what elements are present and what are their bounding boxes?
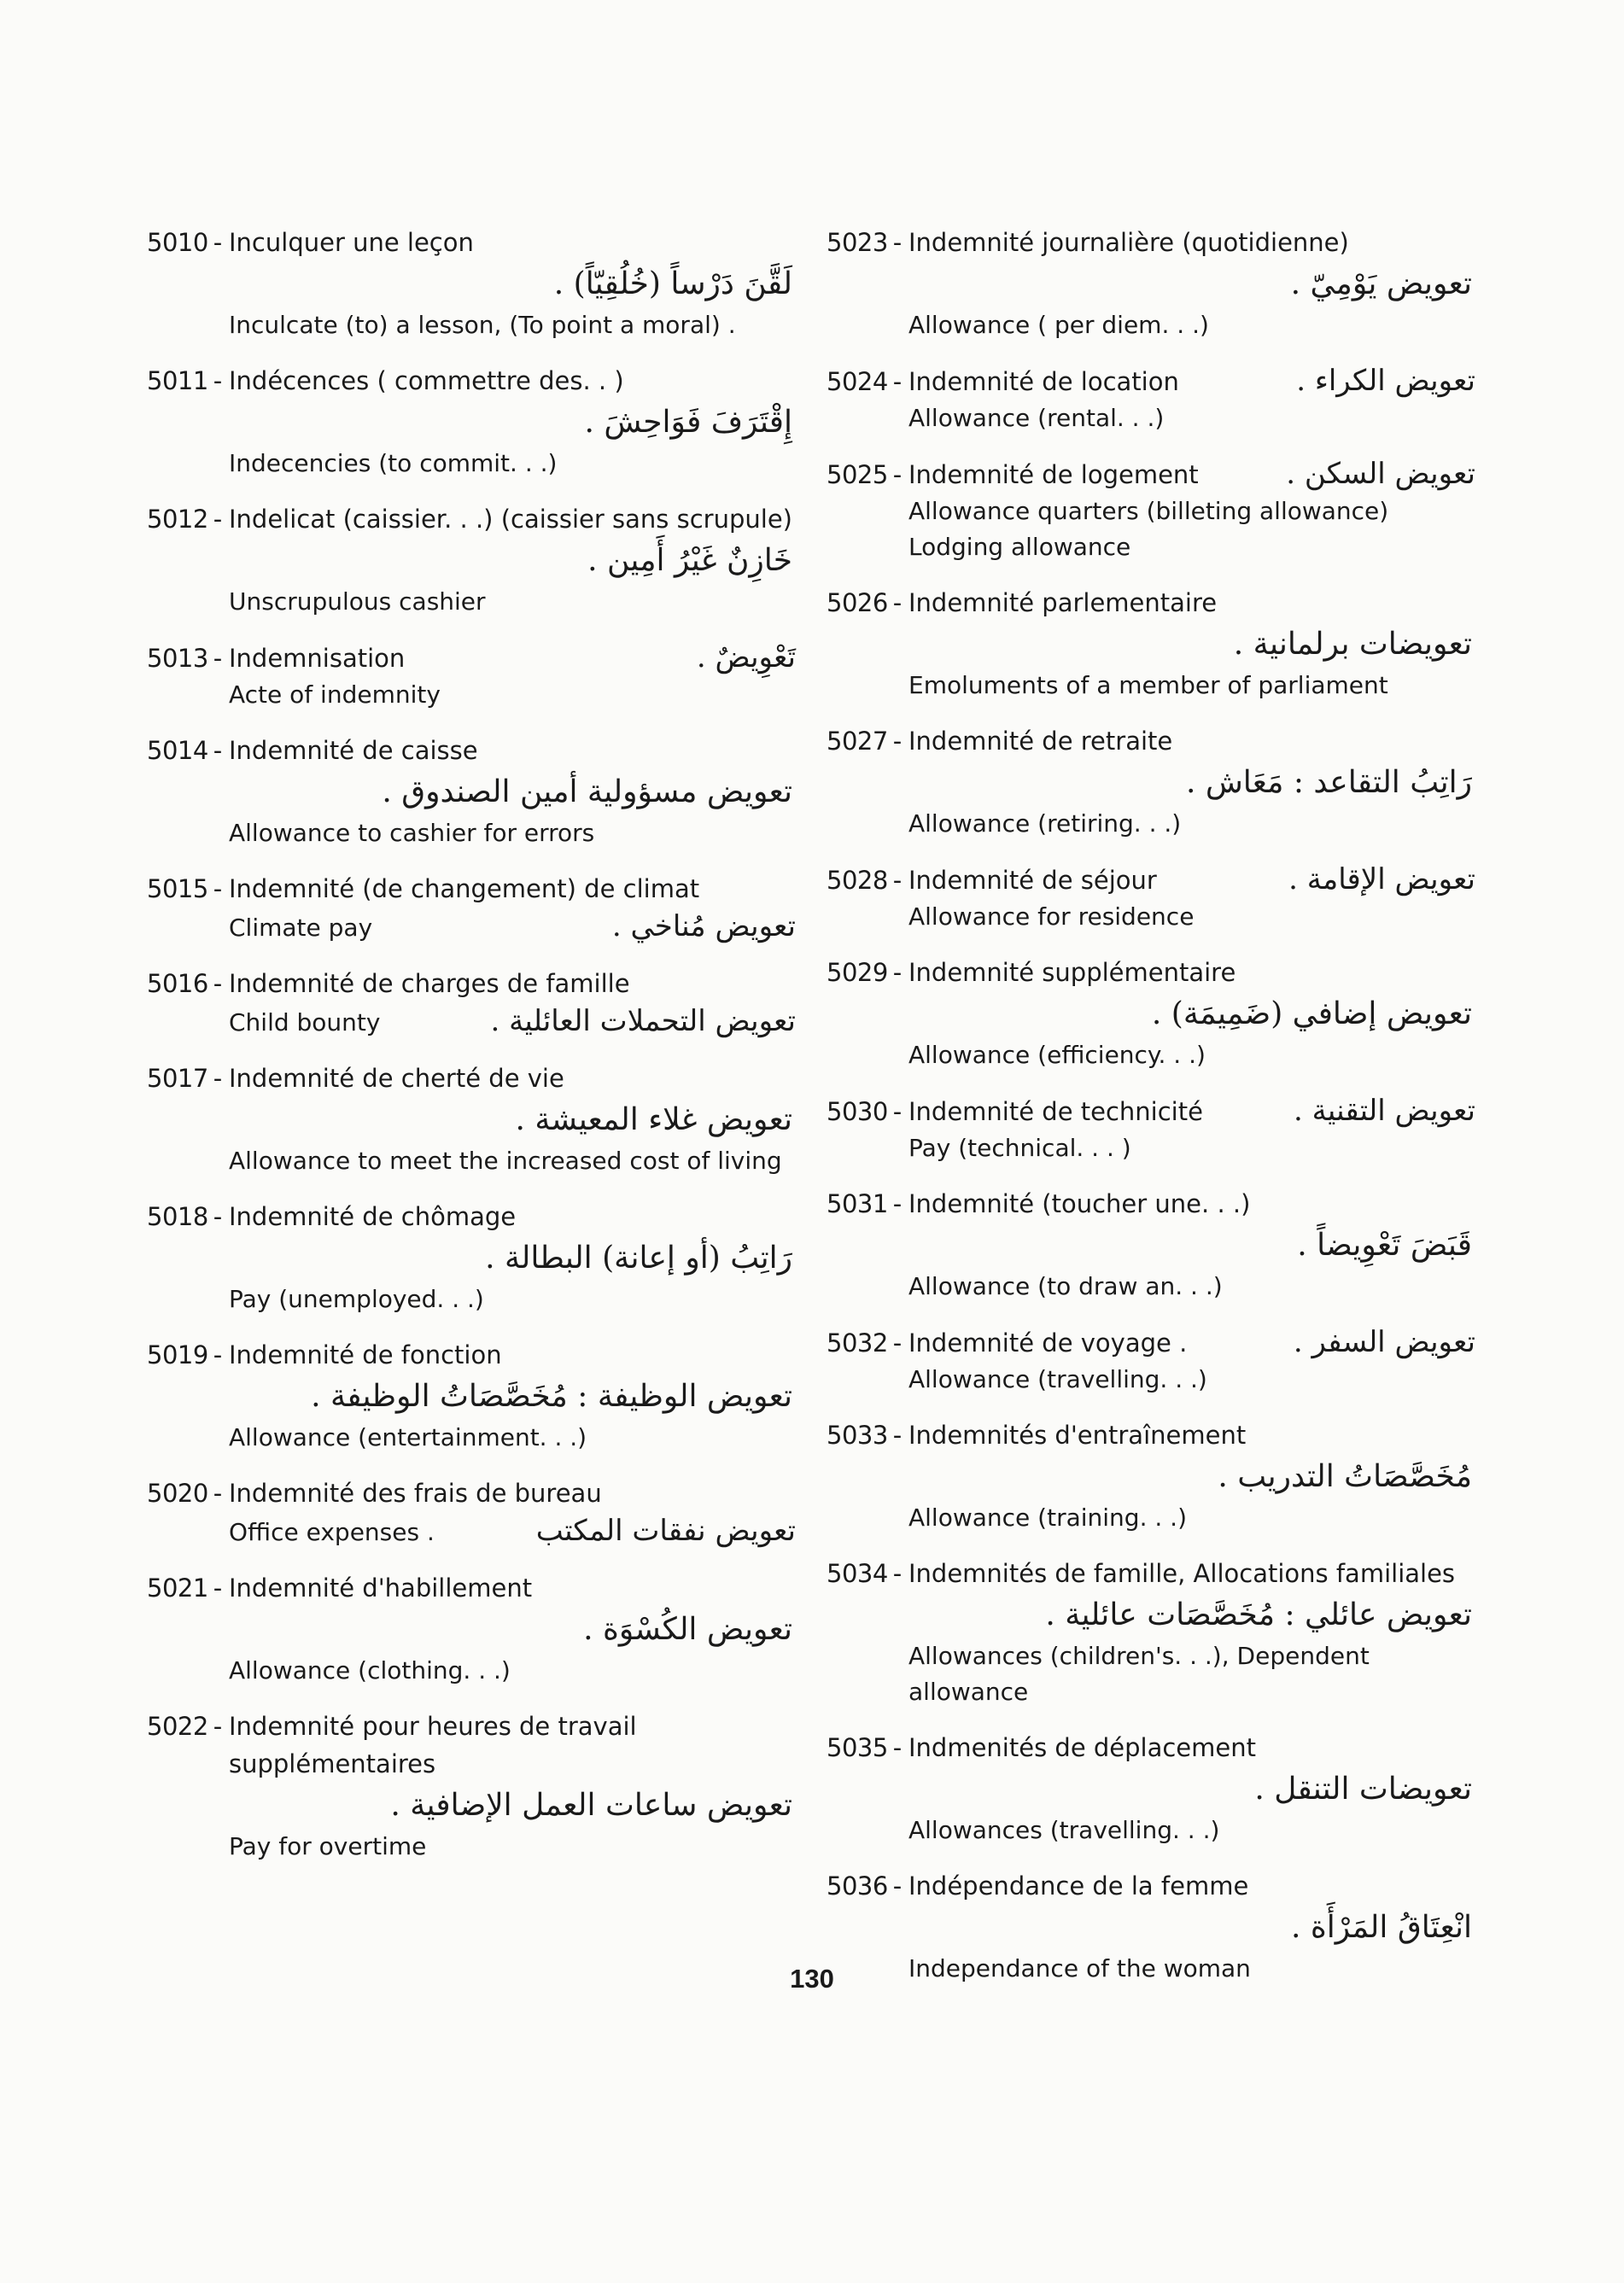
entry-french: Indemnité de retraite: [908, 727, 1173, 756]
entry: 5018 - Indemnité de chômage رَاتِبُ (أو إعانة) البطالة . Pay (unemployed. . .): [147, 1198, 796, 1317]
entry: 5012 - Indelicat (caissier. . .) (caissier sans scrupule) خَازِنٌ غَيْرُ أَمِين . Unscrupulous cashier: [147, 500, 796, 620]
entry: 5036 - Indépendance de la femme انْعِتَاقُ المَرْأَة . Independance of the woman: [827, 1867, 1475, 1987]
entry: 5013 - Indemnisation تَعْوِيضٌ . Acte of indemnity: [147, 639, 796, 713]
entry: 5016 - Indemnité de charges de famille Child bounty تعويض التحملات العائلية .: [147, 965, 796, 1041]
entry-number: 5030: [827, 1097, 888, 1126]
entry-arabic: تعويض الكُسْوَة .: [583, 1612, 792, 1647]
entry: 5020 - Indemnité des frais de bureau Office expenses . تعويض نفقات المكتب: [147, 1474, 796, 1550]
entry: 5031 - Indemnité (toucher une. . .) قَبَضَ تَعْوِيضاً . Allowance (to draw an. . .): [827, 1185, 1475, 1305]
entry-number: 5026: [827, 588, 888, 617]
entry-number: 5022: [147, 1712, 208, 1741]
entry-number: 5017: [147, 1064, 208, 1093]
entry: 5014 - Indemnité de caisse تعويض مسؤولية أمين الصندوق . Allowance to cashier for errors: [147, 732, 796, 851]
entry-arabic: تعويض التحملات العائلية .: [490, 1004, 796, 1038]
entry-number: 5027: [827, 727, 888, 756]
entry-english: Allowance (training. . .): [908, 1504, 1187, 1532]
entry-arabic: تعويض غلاء المعيشة .: [515, 1102, 792, 1137]
entry-english: Acte of indemnity: [229, 680, 441, 709]
entry-arabic: خَازِنٌ غَيْرُ أَمِين .: [587, 543, 792, 578]
entry: 5023 - Indemnité journalière (quotidienne) تعويض يَوْمِيّ . Allowance ( per diem. . .): [827, 224, 1475, 343]
entry-french: Indemnité des frais de bureau: [229, 1479, 602, 1508]
entry: 5019 - Indemnité de fonction تعويض الوظيفة : مُخَصَّصَاتُ الوظيفة . Allowance (entertainment. . .): [147, 1336, 796, 1456]
entry-arabic: تعويض مسؤولية أمين الصندوق .: [382, 774, 792, 809]
entry: 5015 - Indemnité (de changement) de climat Climate pay تعويض مُناخي .: [147, 870, 796, 946]
entry-french: Indemnité de caisse: [229, 736, 478, 765]
entry-french: Indemnités de famille, Allocations familiales: [908, 1559, 1456, 1588]
entry-number: 5021: [147, 1574, 208, 1603]
entry-french: Indemnité de voyage .: [908, 1328, 1188, 1358]
entry: 5025 - Indemnité de logement تعويض السكن . Allowance quarters (billeting allowance) Lodging allowance: [827, 455, 1475, 565]
entry-number: 5020: [147, 1479, 208, 1508]
entry-number: 5036: [827, 1871, 888, 1901]
entry: 5011 - Indécences ( commettre des. . ) إِقْتَرَفَ فَوَاحِشَ . Indecencies (to commit. . .): [147, 362, 796, 482]
entry: 5028 - Indemnité de séjour تعويض الإقامة . Allowance for residence: [827, 861, 1475, 935]
page-number: 130: [790, 1964, 834, 1994]
entry: 5010 - Inculquer une leçon لَقَّنَ دَرْساً (خُلُقِيّاً) . Inculcate (to) a lesson, (To point a moral) .: [147, 224, 796, 343]
entry-number: 5028: [827, 866, 888, 895]
entry-arabic: رَاتِبُ (أو إعانة) البطالة .: [485, 1241, 792, 1276]
entry-english: Allowance (to draw an. . .): [908, 1272, 1223, 1300]
entry-french: Indemnité de fonction: [229, 1340, 502, 1369]
entry-arabic: تعويض السفر .: [1293, 1325, 1475, 1359]
entry-number: 5031: [827, 1189, 888, 1218]
entry-number: 5011: [147, 366, 208, 395]
entry-french: Indemnité supplémentaire: [908, 958, 1236, 987]
entry-arabic: تعويض نفقات المكتب: [535, 1514, 796, 1548]
entry-arabic: تعويض ساعات العمل الإضافية .: [390, 1788, 792, 1823]
entry: 5024 - Indemnité de location تعويض الكراء . Allowance (rental. . .): [827, 362, 1475, 436]
right-column: [827, 224, 1475, 2006]
entry-english: Allowances (travelling. . .): [908, 1816, 1220, 1844]
entry-english: Pay (technical. . . ): [908, 1134, 1131, 1162]
entry-number: 5016: [147, 969, 208, 998]
entry-arabic: قَبَضَ تَعْوِيضاً .: [1297, 1228, 1472, 1263]
entry-arabic: تعويض إضافي (ضَمِيمَة) .: [1151, 996, 1472, 1031]
entry-french: Indmenités de déplacement: [908, 1733, 1256, 1762]
entry-english: Pay for overtime: [229, 1832, 427, 1860]
entry-number: 5029: [827, 958, 888, 987]
entry-french: Indemnité de logement: [908, 460, 1199, 489]
entry-english: Independance of the woman: [908, 1954, 1251, 1982]
entry-french: Indemnité (de changement) de climat: [229, 874, 700, 903]
entry-french: Indemnité parlementaire: [908, 588, 1218, 617]
entry-arabic: تعويض السكن .: [1286, 457, 1475, 491]
entry: 5033 - Indemnités d'entraînement مُخَصَّصَاتُ التدريب . Allowance (training. . .): [827, 1416, 1475, 1536]
entry: 5032 - Indemnité de voyage . تعويض السفر . Allowance (travelling. . .): [827, 1323, 1475, 1398]
entry-english: Child bounty: [229, 1008, 381, 1036]
entry-english: Office expenses .: [229, 1518, 435, 1546]
entry-english: Allowance quarters (billeting allowance) Lodging allowance: [908, 497, 1389, 561]
entry-number: 5014: [147, 736, 208, 765]
entry-french: Inculquer une leçon: [229, 228, 474, 257]
entry-english: Allowance to cashier for errors: [229, 819, 595, 847]
entry-english: Allowance ( per diem. . .): [908, 311, 1209, 339]
entry-number: 5013: [147, 644, 208, 673]
entry: 5035 - Indmenités de déplacement تعويضات التنقل . Allowances (travelling. . .): [827, 1729, 1475, 1848]
entry-english: Pay (unemployed. . .): [229, 1285, 484, 1313]
entry-french: Indemnisation: [229, 644, 406, 673]
entry-arabic: تعويض الكراء .: [1296, 364, 1475, 398]
entry: 5017 - Indemnité de cherté de vie تعويض غلاء المعيشة . Allowance to meet the increased cost of living: [147, 1060, 796, 1179]
entry-english: Allowance (travelling. . .): [908, 1365, 1207, 1393]
entry-english: Allowance (rental. . .): [908, 404, 1165, 432]
entry-french: Indécences ( commettre des. . ): [229, 366, 624, 395]
entry-english: Inculcate (to) a lesson, (To point a moral) .: [229, 311, 736, 339]
entry-french: Indemnité de technicité: [908, 1097, 1203, 1126]
entry-arabic: انْعِتَاقُ المَرْأَة .: [1291, 1910, 1472, 1945]
entry-english: Allowance (efficiency. . .): [908, 1041, 1206, 1069]
entry-french: Indemnité de séjour: [908, 866, 1157, 895]
entry-english: Indecencies (to commit. . .): [229, 449, 558, 477]
entry-arabic: تعويض الإقامة .: [1288, 862, 1475, 896]
entry: 5026 - Indemnité parlementaire تعويضات برلمانية . Emoluments of a member of parliament: [827, 584, 1475, 704]
left-column: [147, 224, 796, 1883]
entry-english: Allowances (children's. . .), Dependent allowance: [908, 1642, 1370, 1706]
entry-french: Indemnité d'habillement: [229, 1574, 533, 1603]
entry-english: Climate pay: [229, 914, 373, 942]
entry-arabic: تعويض الوظيفة : مُخَصَّصَاتُ الوظيفة .: [311, 1379, 792, 1414]
entry-french: Indemnité (toucher une. . .): [908, 1189, 1251, 1218]
entry: 5030 - Indemnité de technicité تعويض التقنية . Pay (technical. . . ): [827, 1092, 1475, 1166]
entry-arabic: إِقْتَرَفَ فَوَاحِشَ .: [584, 405, 792, 440]
entry-arabic: تعويض يَوْمِيّ .: [1290, 266, 1472, 301]
entry-arabic: تعويضات التنقل .: [1254, 1772, 1472, 1807]
entry-number: 5024: [827, 367, 888, 396]
entry-arabic: تَعْوِيضٌ .: [696, 640, 796, 674]
entry-french: Indépendance de la femme: [908, 1871, 1249, 1901]
entry-english: Unscrupulous cashier: [229, 587, 486, 616]
entry: 5022 - Indemnité pour heures de travail supplémentaires تعويض ساعات العمل الإضافية . Pay for overtime: [147, 1708, 796, 1865]
entry-number: 5018: [147, 1202, 208, 1231]
entry-arabic: تعويض مُناخي .: [611, 909, 796, 943]
entry-arabic: مُخَصَّصَاتُ التدريب .: [1218, 1459, 1472, 1494]
entry-french: Indemnité de location: [908, 367, 1179, 396]
entry-french: Indemnités d'entraînement: [908, 1421, 1247, 1450]
entry-arabic: تعويض التقنية .: [1294, 1094, 1475, 1128]
entry-number: 5033: [827, 1421, 888, 1450]
entry: 5034 - Indemnités de famille, Allocations familiales تعويض عائلي : مُخَصَّصَات عائلية . Allowances (children's. . .), Dependent allowance: [827, 1555, 1475, 1710]
entry: 5029 - Indemnité supplémentaire تعويض إضافي (ضَمِيمَة) . Allowance (efficiency. . .): [827, 954, 1475, 1073]
entry-english: Allowance (clothing. . .): [229, 1656, 511, 1685]
entry-number: 5025: [827, 460, 888, 489]
entry-english: Allowance (entertainment. . .): [229, 1423, 587, 1451]
entry-english: Allowance (retiring. . .): [908, 809, 1182, 838]
entry-french: Indemnité de cherté de vie: [229, 1064, 564, 1093]
entry-number: 5032: [827, 1328, 888, 1358]
entry-number: 5012: [147, 505, 208, 534]
entry-number: 5015: [147, 874, 208, 903]
entry: 5027 - Indemnité de retraite رَاتِبُ التقاعد : مَعَاش . Allowance (retiring. . .): [827, 722, 1475, 842]
entry-number: 5010: [147, 228, 208, 257]
entry-english: Allowance to meet the increased cost of living: [229, 1147, 782, 1175]
entry-french: Indemnité pour heures de travail supplémentaires: [229, 1712, 637, 1778]
entry-english: Emoluments of a member of parliament: [908, 671, 1388, 699]
entry-arabic: تعويضات برلمانية .: [1233, 627, 1472, 662]
entry-french: Indemnité de charges de famille: [229, 969, 630, 998]
entry-english: Allowance for residence: [908, 902, 1195, 931]
entry-arabic: لَقَّنَ دَرْساً (خُلُقِيّاً) .: [553, 266, 792, 301]
entry-number: 5023: [827, 228, 888, 257]
entry-number: 5035: [827, 1733, 888, 1762]
entry-french: Indemnité journalière (quotidienne): [908, 228, 1349, 257]
entry-french: Indelicat (caissier. . .) (caissier sans scrupule): [229, 505, 792, 534]
entry-number: 5034: [827, 1559, 888, 1588]
entry-arabic: رَاتِبُ التقاعد : مَعَاش .: [1185, 765, 1472, 800]
entry: 5021 - Indemnité d'habillement تعويض الكُسْوَة . Allowance (clothing. . .): [147, 1569, 796, 1689]
entry-number: 5019: [147, 1340, 208, 1369]
entry-arabic: تعويض عائلي : مُخَصَّصَات عائلية .: [1045, 1597, 1472, 1632]
entry-french: Indemnité de chômage: [229, 1202, 517, 1231]
